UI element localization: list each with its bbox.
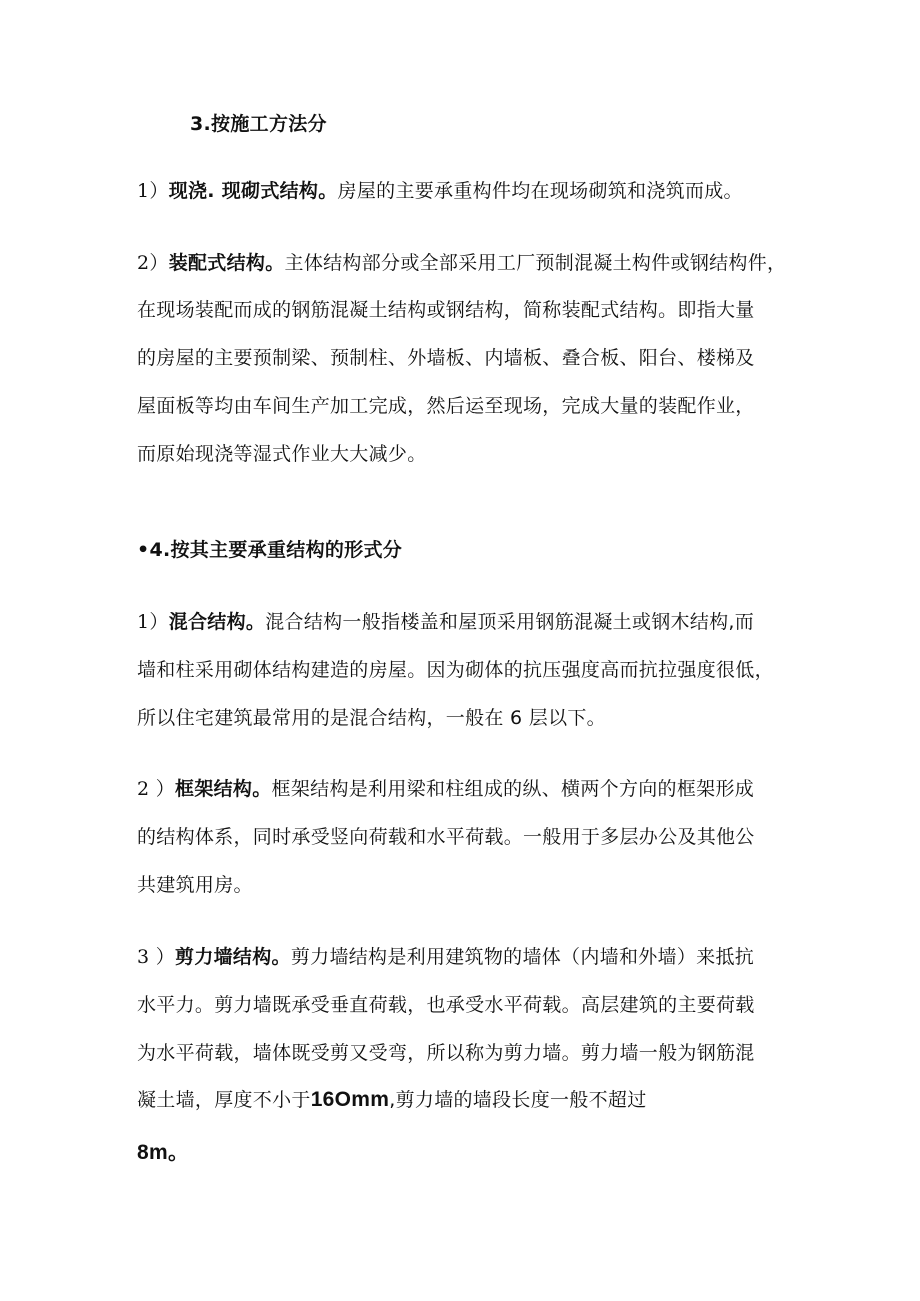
item-text: 凝土墙，厚度不小于 (137, 1089, 311, 1111)
section-4-item-3-line-3: 为水平荷载，墙体既受剪又受弯，所以称为剪力墙。剪力墙一般为钢筋混 (137, 1042, 755, 1064)
section-4-item-1-line-3: 所以住宅建筑最常用的是混合结构，一般在 6 层以下。 (137, 707, 606, 729)
item-term: 剪力墙结构。 (175, 946, 291, 968)
section-4-item-2-line-3: 共建筑用房。 (137, 874, 253, 896)
item-text: 剪力墙结构是利用建筑物的墙体（内墙和外墙）来抵抗 (290, 946, 755, 968)
item-number: 2） (137, 252, 169, 274)
section-4-item-3-line-4 (137, 1088, 647, 1112)
item-text: 框架结构是利用梁和柱组成的纵、横两个方向的框架形成 (271, 778, 755, 800)
section-4-item-3-line-2: 水平力。剪力墙既承受垂直荷载，也承受水平荷载。高层建筑的主要荷载 (137, 994, 755, 1016)
section-4-item-2-line-1 (137, 777, 754, 801)
item-text: 房屋的主要承重构件均在现场砌筑和浇筑而成。 (337, 180, 743, 202)
section-3-item-1 (137, 179, 743, 203)
section-4-heading: •4.按其主要承重结构的形式分 (137, 539, 403, 561)
item-text: ,剪力墙的墙段长度一般不超过 (389, 1089, 647, 1111)
section-4-item-2-line-2: 的结构体系，同时承受竖向荷载和水平荷载。一般用于多层办公及其他公 (137, 826, 755, 848)
item-text: 混合结构一般指楼盖和屋顶采用钢筋混凝土或钢木结构,而 (265, 611, 755, 633)
item-number: 1） (137, 180, 169, 202)
section-4-item-3-line-1 (137, 945, 754, 969)
section-3-heading: 3.按施工方法分 (190, 113, 327, 135)
section-4-item-1-line-2: 墙和柱采用砌体结构建造的房屋。因为砌体的抗压强度高而抗拉强度很低， (137, 659, 774, 681)
section-3-item-2-line-2: 在现场装配而成的钢筋混凝土结构或钢结构，简称装配式结构。即指大量 (137, 299, 755, 321)
item-text: 主体结构部分或全部采用工厂预制混凝土构件或钢结构件， (284, 252, 787, 274)
item-number: 1） (137, 611, 169, 633)
section-3-item-2-line-5: 而原始现浇等湿式作业大大减少。 (137, 443, 427, 465)
length-value: 8m。 (137, 1141, 190, 1164)
section-3-item-2-line-4: 屋面板等均由车间生产加工完成，然后运至现场，完成大量的装配作业， (137, 395, 755, 417)
section-4-item-1-line-1 (137, 610, 754, 634)
section-3-item-2-line-1 (137, 251, 786, 275)
section-4-item-3-line-5 (137, 1141, 189, 1165)
item-number: 2 ） (137, 778, 176, 800)
item-term: 装配式结构。 (168, 252, 285, 274)
thickness-value: 16Omm (310, 1088, 390, 1111)
item-term: 混合结构。 (168, 611, 266, 633)
item-term: 现浇. 现砌式结构。 (168, 180, 338, 202)
section-3-item-2-line-3: 的房屋的主要预制梁、预制柱、外墙板、内墙板、叠合板、阳台、楼梯及 (137, 347, 755, 369)
item-number: 3 ） (137, 946, 176, 968)
item-term: 框架结构。 (175, 778, 272, 800)
